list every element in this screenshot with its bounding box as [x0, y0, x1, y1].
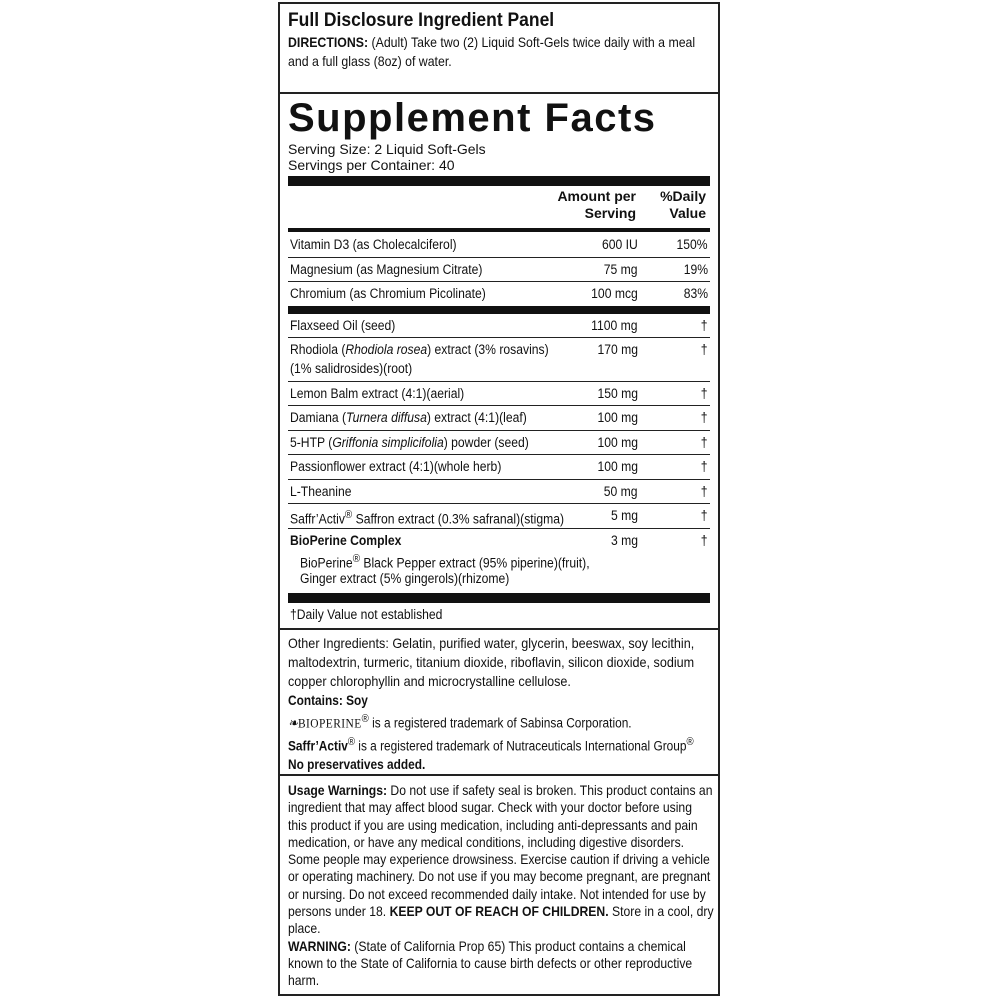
thick-divider — [288, 593, 710, 603]
header-divider — [288, 228, 710, 232]
ingredient-name — [290, 506, 564, 529]
saffractiv-name: Saffr’Activ — [288, 738, 348, 753]
panel-heading: Full Disclosure Ingredient Panel — [288, 10, 555, 31]
ingredient-amount: 600 IU — [602, 237, 638, 252]
facts-title: Supplement Facts — [288, 96, 657, 140]
ingredient-amount: 1100 mg — [591, 318, 638, 333]
leaf-icon: ❧ — [288, 715, 298, 731]
ingredient-amount: 5 mg — [610, 508, 638, 523]
usage-warnings-text: Do not use if safety seal is broken. This product contains an ingredient that may affect blood sugar. Check with your doctor before using this product if you are using medication, including anti-depressants and pain medication, or have any medical conditions, including digestive disorders. Some people may experience drowsiness. Exercise caution if driving a vehicle or operating machinery. Do not use if you may become pregnant, are pregnant or nursing. Do not exceed recommended daily intake. Not intended for use by persons under 18. — [288, 782, 713, 920]
usage-warnings — [288, 782, 714, 938]
ingredient-name: Chromium (as Chromium Picolinate) — [290, 286, 486, 301]
trademark-text: is a registered trademark of Sabinsa Corporation. — [368, 715, 632, 731]
ingredient-panel — [278, 2, 720, 996]
ingredient-name: L-Theanine — [290, 484, 352, 499]
directions-text: (Adult) Take two (2) Liquid Soft-Gels twice daily with a meal and a full glass (8oz) of water. — [288, 34, 696, 69]
ingredient-dv: † — [701, 386, 708, 401]
amount-header — [516, 188, 636, 222]
table-row — [288, 314, 710, 338]
ingredient-name: Lemon Balm extract (4:1)(aerial) — [290, 386, 465, 401]
ingredient-dv: 19% — [683, 262, 708, 277]
ingredient-amount: 100 mcg — [591, 286, 638, 301]
usage-warnings-label: Usage Warnings: — [288, 782, 388, 798]
bioperine-logo: BIOPERINE — [297, 715, 362, 731]
table-row — [288, 282, 710, 306]
ingredient-amount: 100 mg — [597, 410, 638, 425]
name-part: Black Pepper extract (95% piperine)(fruit), — [359, 555, 590, 571]
dv-footnote: †Daily Value not established — [290, 607, 443, 622]
ingredient-dv: 150% — [676, 237, 708, 252]
registered-mark: ® — [352, 553, 360, 565]
amount-header-line1: Amount per — [557, 188, 636, 204]
complex-line2: Ginger extract (5% gingerols)(rhizome) — [300, 571, 510, 586]
ingredient-dv: † — [701, 484, 708, 499]
storage-text: Store in a cool, dry place. — [288, 903, 714, 937]
supplement-facts — [280, 94, 718, 630]
ingredient-name — [290, 433, 529, 452]
table-row — [288, 258, 710, 282]
ingredient-amount: 50 mg — [604, 484, 638, 499]
ingredient-amount: 75 mg — [604, 262, 638, 277]
table-row — [288, 382, 710, 406]
trademark-text: is a registered trademark of Nutraceuticals International Group — [355, 738, 687, 753]
ingredient-dv: † — [701, 459, 708, 474]
ingredient-dv: 83% — [683, 286, 708, 301]
name-part: Damiana ( — [290, 410, 347, 425]
ingredient-dv: † — [701, 318, 708, 333]
bioperine-trademark — [288, 710, 659, 733]
thick-divider — [288, 176, 710, 186]
contains-soy: Contains: Soy — [288, 693, 368, 708]
table-row — [288, 233, 710, 258]
table-row-complex — [288, 529, 710, 593]
dv-header-line1: %Daily — [660, 188, 706, 204]
ingredient-name: Magnesium (as Magnesium Citrate) — [290, 262, 483, 277]
directions — [288, 33, 710, 71]
servings-per-container: Servings per Container: 40 — [288, 157, 455, 173]
table-row — [288, 504, 710, 529]
ingredient-amount: 170 mg — [597, 342, 638, 357]
ingredient-amount: 100 mg — [597, 435, 638, 450]
name-part: Saffr’Activ — [290, 511, 345, 527]
ingredient-name: Passionflower extract (4:1)(whole herb) — [290, 459, 502, 474]
registered-mark: ® — [347, 735, 356, 748]
name-part: BioPerine — [300, 555, 353, 571]
botanical-name: Rhodiola rosea — [345, 342, 428, 357]
warning-label: WARNING: — [288, 937, 351, 954]
name-part: ) extract (4:1)(leaf) — [426, 410, 527, 425]
registered-mark: ® — [686, 735, 694, 748]
dv-header — [636, 188, 706, 222]
name-part: ) extract (3% rosavins) — [427, 342, 549, 357]
thick-divider — [288, 306, 710, 314]
amount-header-line2: Serving — [584, 205, 636, 221]
directions-label: DIRECTIONS: — [288, 34, 369, 50]
directions-section — [280, 4, 718, 94]
warning-text: (State of California Prop 65) This product contains a chemical known to the State of California to cause birth defects or other reproductive harm. — [288, 937, 693, 989]
name-part: ) powder (seed) — [443, 435, 529, 450]
serving-size: Serving Size: 2 Liquid Soft-Gels — [288, 141, 486, 157]
warnings-section — [280, 776, 718, 994]
botanical-name: Turnera diffusa — [346, 410, 427, 425]
other-ingredients: Other Ingredients: Gelatin, purified water, glycerin, beeswax, soy lecithin, maltodextrin, turmeric, titanium dioxide, riboflavin, silicon dioxide, sodium copper chlorophyllin and microcrystalline cellulose. — [288, 635, 695, 689]
complex-amount: 3 mg — [610, 533, 638, 548]
saffractiv-trademark — [288, 733, 694, 756]
table-row — [288, 338, 710, 382]
complex-dv: † — [701, 533, 708, 548]
name-part: Rhodiola ( — [290, 342, 346, 357]
ingredient-dv: † — [701, 508, 708, 523]
dv-header-line2: Value — [669, 205, 706, 221]
ingredient-dv: † — [701, 410, 708, 425]
registered-mark: ® — [361, 713, 369, 725]
ingredient-name: Vitamin D3 (as Cholecalciferol) — [290, 237, 457, 252]
table-row — [288, 455, 710, 480]
name-part: 5-HTP ( — [290, 435, 333, 450]
ingredient-name-line2: (1% salidrosides)(root) — [290, 361, 413, 376]
table-row — [288, 431, 710, 455]
ingredient-dv: † — [701, 342, 708, 357]
ingredient-name: Flaxseed Oil (seed) — [290, 318, 396, 333]
no-preservatives: No preservatives added. — [288, 757, 426, 772]
ingredient-name — [290, 408, 527, 427]
table-row — [288, 406, 710, 431]
registered-mark: ® — [344, 509, 353, 521]
name-part: Saffron extract (0.3% safranal)(stigma) — [352, 511, 565, 527]
ingredient-amount: 100 mg — [597, 459, 638, 474]
complex-name: BioPerine Complex — [290, 533, 402, 548]
botanical-name: Griffonia simplicifolia — [332, 435, 444, 450]
keep-out-warning: KEEP OUT OF REACH OF CHILDREN. — [389, 903, 609, 920]
other-ingredients-section — [280, 630, 718, 776]
table-row — [288, 480, 710, 504]
ingredient-dv: † — [701, 435, 708, 450]
prop65-warning — [288, 938, 714, 990]
ingredient-name — [290, 340, 549, 359]
ingredient-amount: 150 mg — [597, 386, 638, 401]
